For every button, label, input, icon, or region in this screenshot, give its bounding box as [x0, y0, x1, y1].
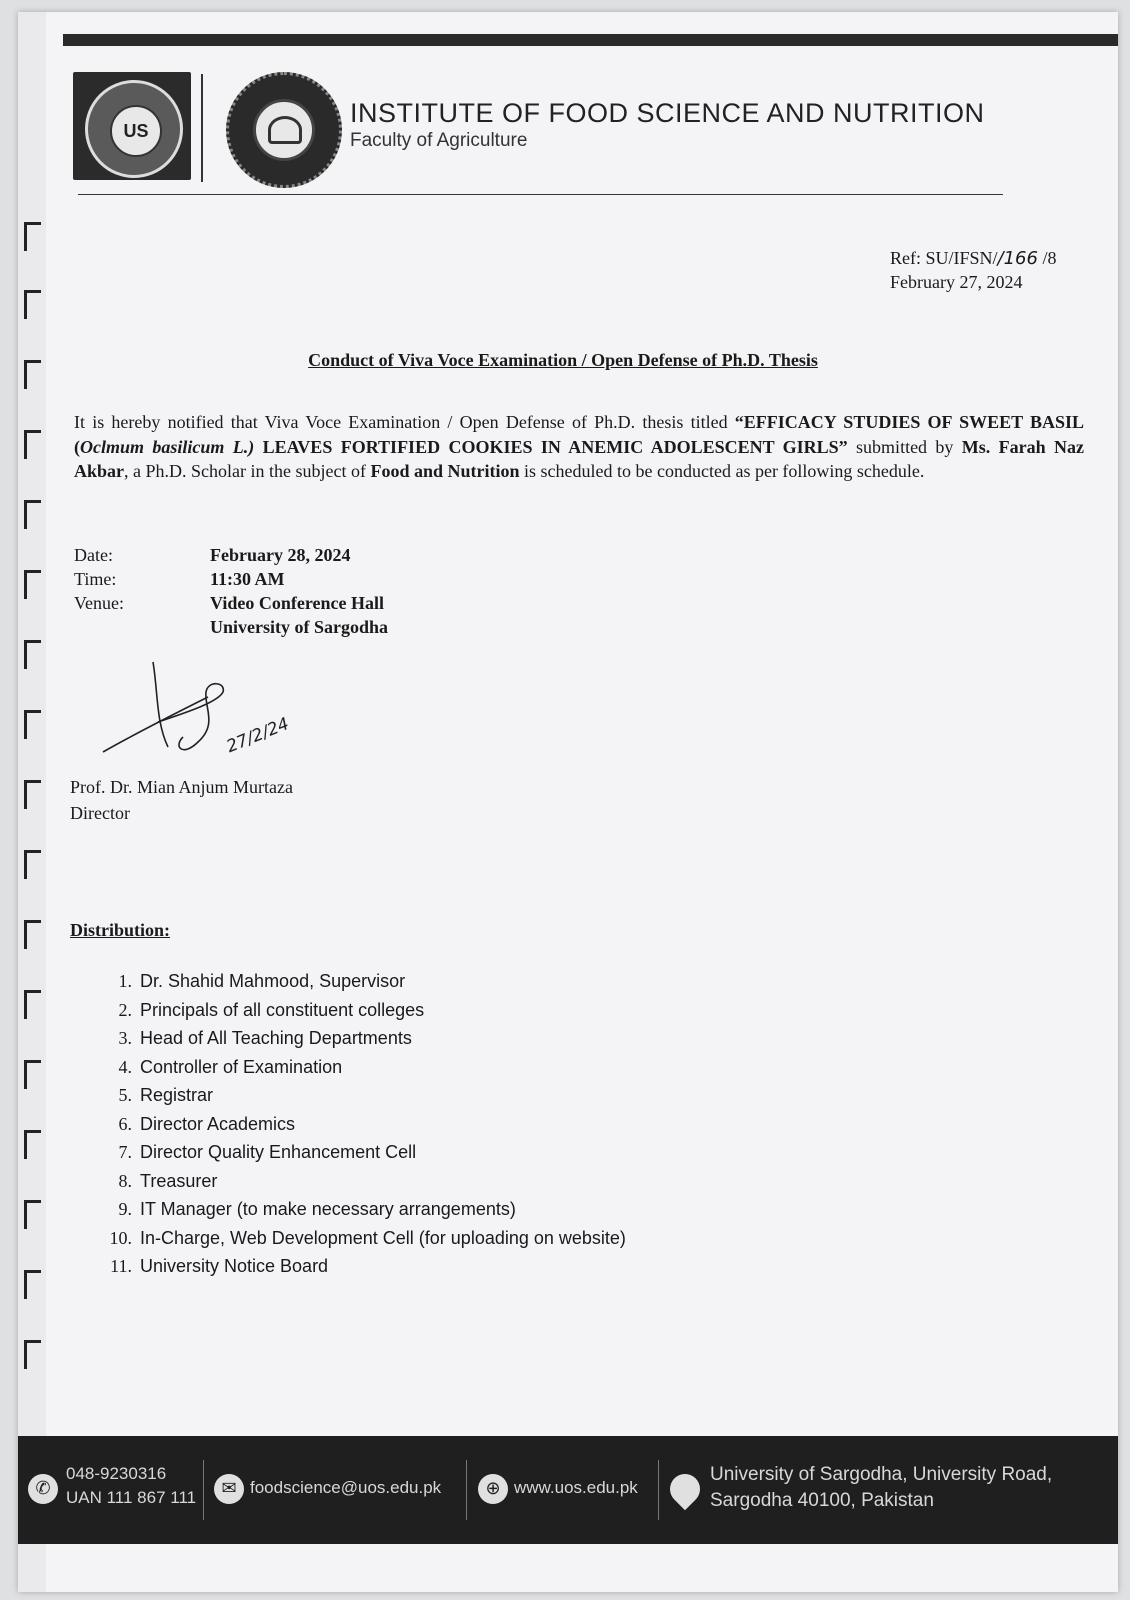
date-value: February 28, 2024 — [210, 545, 351, 565]
binding-mark — [24, 1270, 41, 1299]
logo-text: US — [110, 105, 162, 157]
distribution-item-text: Treasurer — [140, 1170, 218, 1191]
distribution-item-number: 2. — [118, 999, 132, 1020]
body-mid1: submitted by — [847, 436, 962, 457]
footer-address-line1: University of Sargodha, University Road, — [710, 1464, 1053, 1485]
footer-email: foodscience@uos.edu.pk — [250, 1478, 442, 1497]
distribution-item — [98, 1024, 626, 1053]
footer-uan: UAN 111 867 111 — [66, 1488, 197, 1507]
director-signature — [98, 652, 318, 772]
distribution-item-text: In-Charge, Web Development Cell (for uploading on website) — [140, 1227, 626, 1248]
footer-separator — [203, 1460, 204, 1520]
letter-date: February 27, 2024 — [890, 272, 1023, 292]
venue-value: Video Conference Hall — [210, 593, 384, 613]
body-end: is scheduled to be conducted as per following schedule. — [519, 461, 925, 481]
binding-mark — [24, 500, 41, 529]
distribution-item-text: Controller of Examination — [140, 1056, 343, 1077]
email-icon: ✉ — [214, 1474, 244, 1504]
distribution-item-text: Principals of all constituent colleges — [140, 999, 425, 1020]
binding-mark — [24, 570, 41, 599]
footer-address-line2: Sargodha 40100, Pakistan — [710, 1490, 934, 1511]
footer-separator — [466, 1460, 467, 1520]
reference-handwritten-number: /166 — [997, 248, 1038, 269]
distribution-item-number: 5. — [118, 1085, 132, 1105]
distribution-item-text: Director Quality Enhancement Cell — [140, 1142, 417, 1162]
distribution-item — [98, 1252, 626, 1281]
binding-mark — [24, 1340, 41, 1369]
binding-mark — [24, 640, 41, 669]
footer-separator — [658, 1460, 659, 1520]
signatory-title: Director — [70, 803, 130, 823]
thesis-title-species: Oclmum basilicum L.) — [80, 436, 255, 457]
binding-mark — [24, 990, 41, 1019]
distribution-item-text: Director Academics — [140, 1113, 296, 1134]
distribution-item — [98, 1224, 626, 1253]
binding-mark — [24, 290, 41, 319]
venue-value-line2: University of Sargodha — [210, 617, 389, 637]
globe-icon: ⊕ — [478, 1474, 508, 1504]
faculty-name: Faculty of Agriculture — [350, 130, 528, 151]
distribution-list — [98, 967, 626, 1281]
distribution-item-text: Head of All Teaching Departments — [140, 1028, 412, 1048]
footer-phone: 048-9230316 — [66, 1464, 167, 1483]
institute-name: INSTITUTE OF FOOD SCIENCE AND NUTRITION — [350, 98, 985, 128]
distribution-item — [98, 996, 626, 1025]
letter-page — [18, 12, 1118, 1592]
reference-prefix: Ref: SU/IFSN/ — [890, 248, 998, 268]
binding-mark — [24, 1060, 41, 1089]
binding-edge — [18, 12, 46, 1592]
distribution-item — [98, 1110, 626, 1139]
distribution-item — [98, 1167, 626, 1196]
subject-line — [18, 350, 1118, 371]
binding-mark — [24, 780, 41, 809]
binding-mark — [24, 222, 41, 251]
distribution-item — [98, 1081, 626, 1110]
body-mid2: , a Ph.D. Scholar in the subject of — [124, 461, 371, 481]
signature-date: 27/2/24 — [223, 714, 292, 758]
distribution-item-number: 11. — [110, 1256, 132, 1276]
letterhead-footer — [18, 1436, 1118, 1544]
binding-mark — [24, 1130, 41, 1159]
binding-mark — [24, 710, 41, 739]
venue-label: Venue: — [74, 593, 124, 613]
subject-area: Food and Nutrition — [370, 461, 520, 481]
distribution-item-number: 7. — [118, 1142, 132, 1162]
distribution-item-text: University Notice Board — [140, 1256, 329, 1276]
footer-website: www.uos.edu.pk — [514, 1478, 638, 1497]
header-rule — [78, 194, 1003, 195]
binding-mark — [24, 1200, 41, 1229]
distribution-item-number: 8. — [118, 1170, 132, 1191]
binding-mark — [24, 920, 41, 949]
distribution-item — [98, 1195, 626, 1224]
scholar-name: Ms. Farah Naz Akbar — [74, 436, 1085, 481]
time-value: 11:30 AM — [210, 569, 285, 589]
distribution-item-number: 9. — [118, 1199, 132, 1219]
distribution-heading: Distribution: — [70, 920, 171, 940]
university-of-sargodha-logo — [73, 72, 191, 180]
thesis-title-part2: LEAVES FORTIFIED COOKIES IN ANEMIC ADOLESCENT GIRLS” — [254, 436, 848, 457]
distribution-item — [98, 1138, 626, 1167]
binding-mark — [24, 850, 41, 879]
subject-text: Conduct of Viva Voce Examination / Open Defense of Ph.D. Thesis — [308, 350, 818, 370]
binding-mark — [24, 430, 41, 459]
notice-body — [74, 410, 1084, 484]
letterhead-top-bar — [63, 34, 1118, 46]
distribution-item — [98, 1053, 626, 1082]
distribution-item-number: 6. — [118, 1113, 132, 1134]
distribution-item-number: 1. — [118, 971, 132, 991]
reference-number — [890, 248, 1056, 269]
logo-divider — [201, 74, 203, 182]
distribution-item — [98, 967, 626, 996]
institute-seal-icon — [226, 72, 342, 188]
signatory — [70, 774, 293, 826]
distribution-item-text: IT Manager (to make necessary arrangements) — [140, 1199, 516, 1219]
body-intro: It is hereby notified that Viva Voce Examination / Open Defense of Ph.D. thesis titled — [74, 412, 735, 432]
time-label: Time: — [74, 569, 117, 589]
reference-suffix: /8 — [1037, 248, 1057, 268]
distribution-item-text: Registrar — [140, 1085, 214, 1105]
book-icon — [268, 116, 302, 144]
thesis-title-part1: “EFFICACY STUDIES OF SWEET BASIL ( — [74, 412, 1084, 457]
date-label: Date: — [74, 545, 113, 565]
distribution-item-number: 10. — [109, 1227, 132, 1248]
distribution-item-number: 4. — [118, 1056, 132, 1077]
location-pin-icon — [664, 1468, 706, 1510]
phone-icon: ✆ — [28, 1474, 58, 1504]
distribution-item-number: 3. — [118, 1028, 132, 1048]
signatory-name: Prof. Dr. Mian Anjum Murtaza — [70, 777, 293, 797]
distribution-item-text: Dr. Shahid Mahmood, Supervisor — [140, 971, 406, 991]
